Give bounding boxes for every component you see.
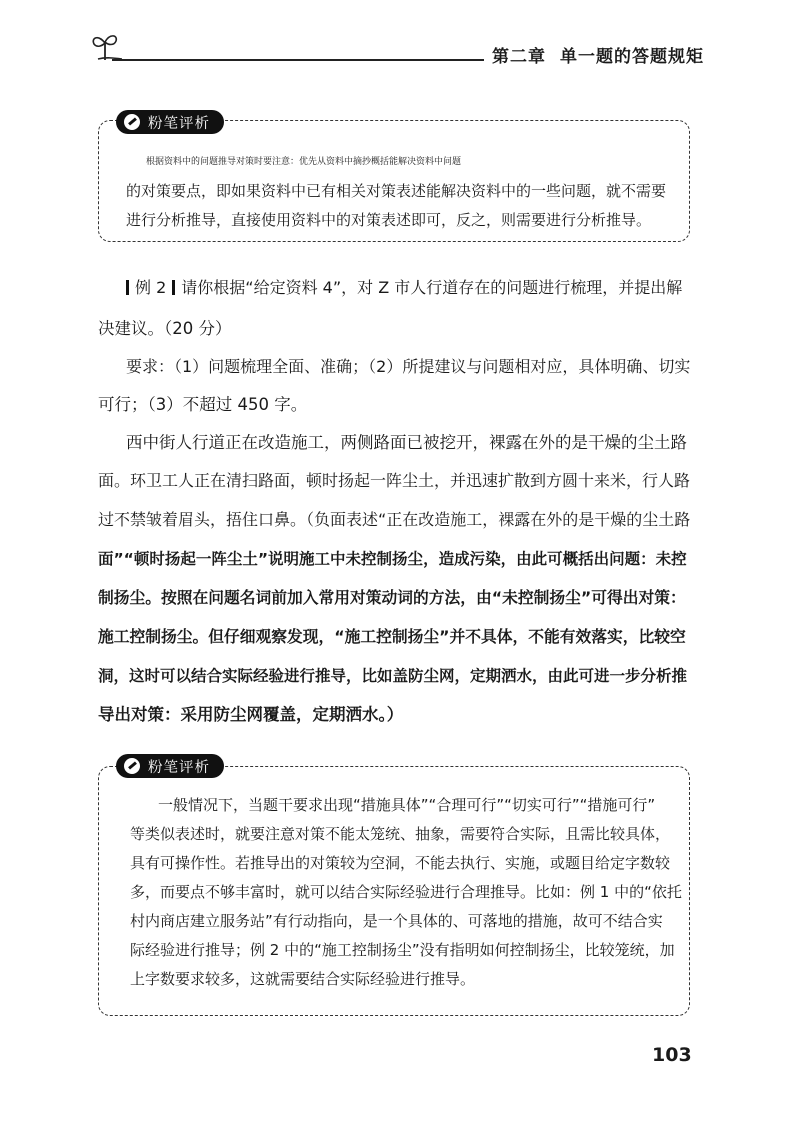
sprout-icon (88, 30, 122, 62)
review1-line-2: 的对策要点，即如果资料中已有相关对策表述能解决资料中的一些问题，就不需要 (126, 182, 667, 200)
passage-line-1: 西中街人行道正在改造施工，两侧路面已被挖开，裸露在外的是干燥的尘土路 (126, 433, 687, 452)
example-question-line-1 (126, 277, 682, 299)
chapter-title: 单一题的答题规矩 (560, 47, 704, 67)
review-badge-label: 粉笔评析 (148, 115, 210, 132)
requirement-line-1: 要求：（1）问题梳理全面、准确；（2）所提建议与问题相对应，具体明确、切实 (126, 357, 691, 376)
page-number: 103 (652, 1044, 692, 1066)
passage-line-4: 面”“顿时扬起一阵尘土”说明施工中未控制扬尘，造成污染，由此可概括出问题：未控 (98, 550, 687, 568)
chapter-header (492, 42, 704, 67)
review2-line-2: 等类似表述时，就要注意对策不能太笼统、抽象，需要符合实际，且需比较具体， (130, 825, 671, 843)
passage-line-2: 面。环卫工人正在清扫路面，顿时扬起一阵尘土，并迅速扩散到方圆十来米，行人路 (98, 471, 691, 490)
review2-line-1: 一般情况下，当题干要求出现“措施具体”“合理可行”“切实可行”“措施可行” (158, 796, 656, 814)
review2-line-7: 上字数要求较多，这就需要结合实际经验进行推导。 (130, 970, 476, 988)
requirement-line-2: 可行；（3）不超过 450 字。 (98, 395, 308, 414)
passage-line-6: 施工控制扬尘。但仔细观察发现，“施工控制扬尘”并不具体，不能有效落实，比较空 (98, 627, 686, 646)
passage-line-8: 导出对策：采用防尘网覆盖，定期洒水。） (98, 705, 404, 724)
review-badge-2 (116, 754, 224, 778)
example-question-text: 请你根据“给定资料 4”，对 Z 市人行道存在的问题进行梳理，并提出解 (181, 278, 683, 297)
review1-line-1: 根据资料中的问题推导对策时要注意：优先从资料中摘抄概括能解决资料中问题 (146, 157, 462, 167)
example-question-line-2: 决建议。（20 分） (98, 319, 232, 338)
review-badge-1 (116, 110, 224, 134)
chapter-number: 第二章 (492, 47, 546, 67)
pen-icon (124, 758, 140, 774)
passage-line-5: 制扬尘。按照在问题名词前加入常用对策动词的方法，由“未控制扬尘”可得出对策： (98, 588, 686, 607)
pen-icon (124, 114, 140, 130)
review1-line-3: 进行分析推导，直接使用资料中的对策表述即可，反之，则需要进行分析推导。 (126, 211, 652, 229)
review-badge-label: 粉笔评析 (148, 759, 210, 776)
review2-line-3: 具有可操作性。若推导出的对策较为空洞，不能去执行、实施，或题目给定字数较 (130, 854, 671, 872)
review2-line-5: 村内商店建立服务站”有行动指向，是一个具体的、可落地的措施，故可不结合实 (130, 912, 663, 930)
passage-line-3: 过不禁皱着眉头，捂住口鼻。（负面表述“正在改造施工，裸露在外的是干燥的尘土路 (98, 510, 691, 529)
example-tag: 例 2 (135, 278, 167, 297)
header-rule (112, 59, 484, 61)
review2-line-6: 际经验进行推导；例 2 中的“施工控制扬尘”没有指明如何控制扬尘，比较笼统，加 (130, 941, 675, 959)
passage-line-7: 洞，这时可以结合实际经验进行推导，比如盖防尘网，定期洒水，由此可进一步分析推 (98, 667, 688, 685)
review2-line-4: 多，而要点不够丰富时，就可以结合实际经验进行合理推导。比如：例 1 中的“依托 (130, 883, 682, 901)
